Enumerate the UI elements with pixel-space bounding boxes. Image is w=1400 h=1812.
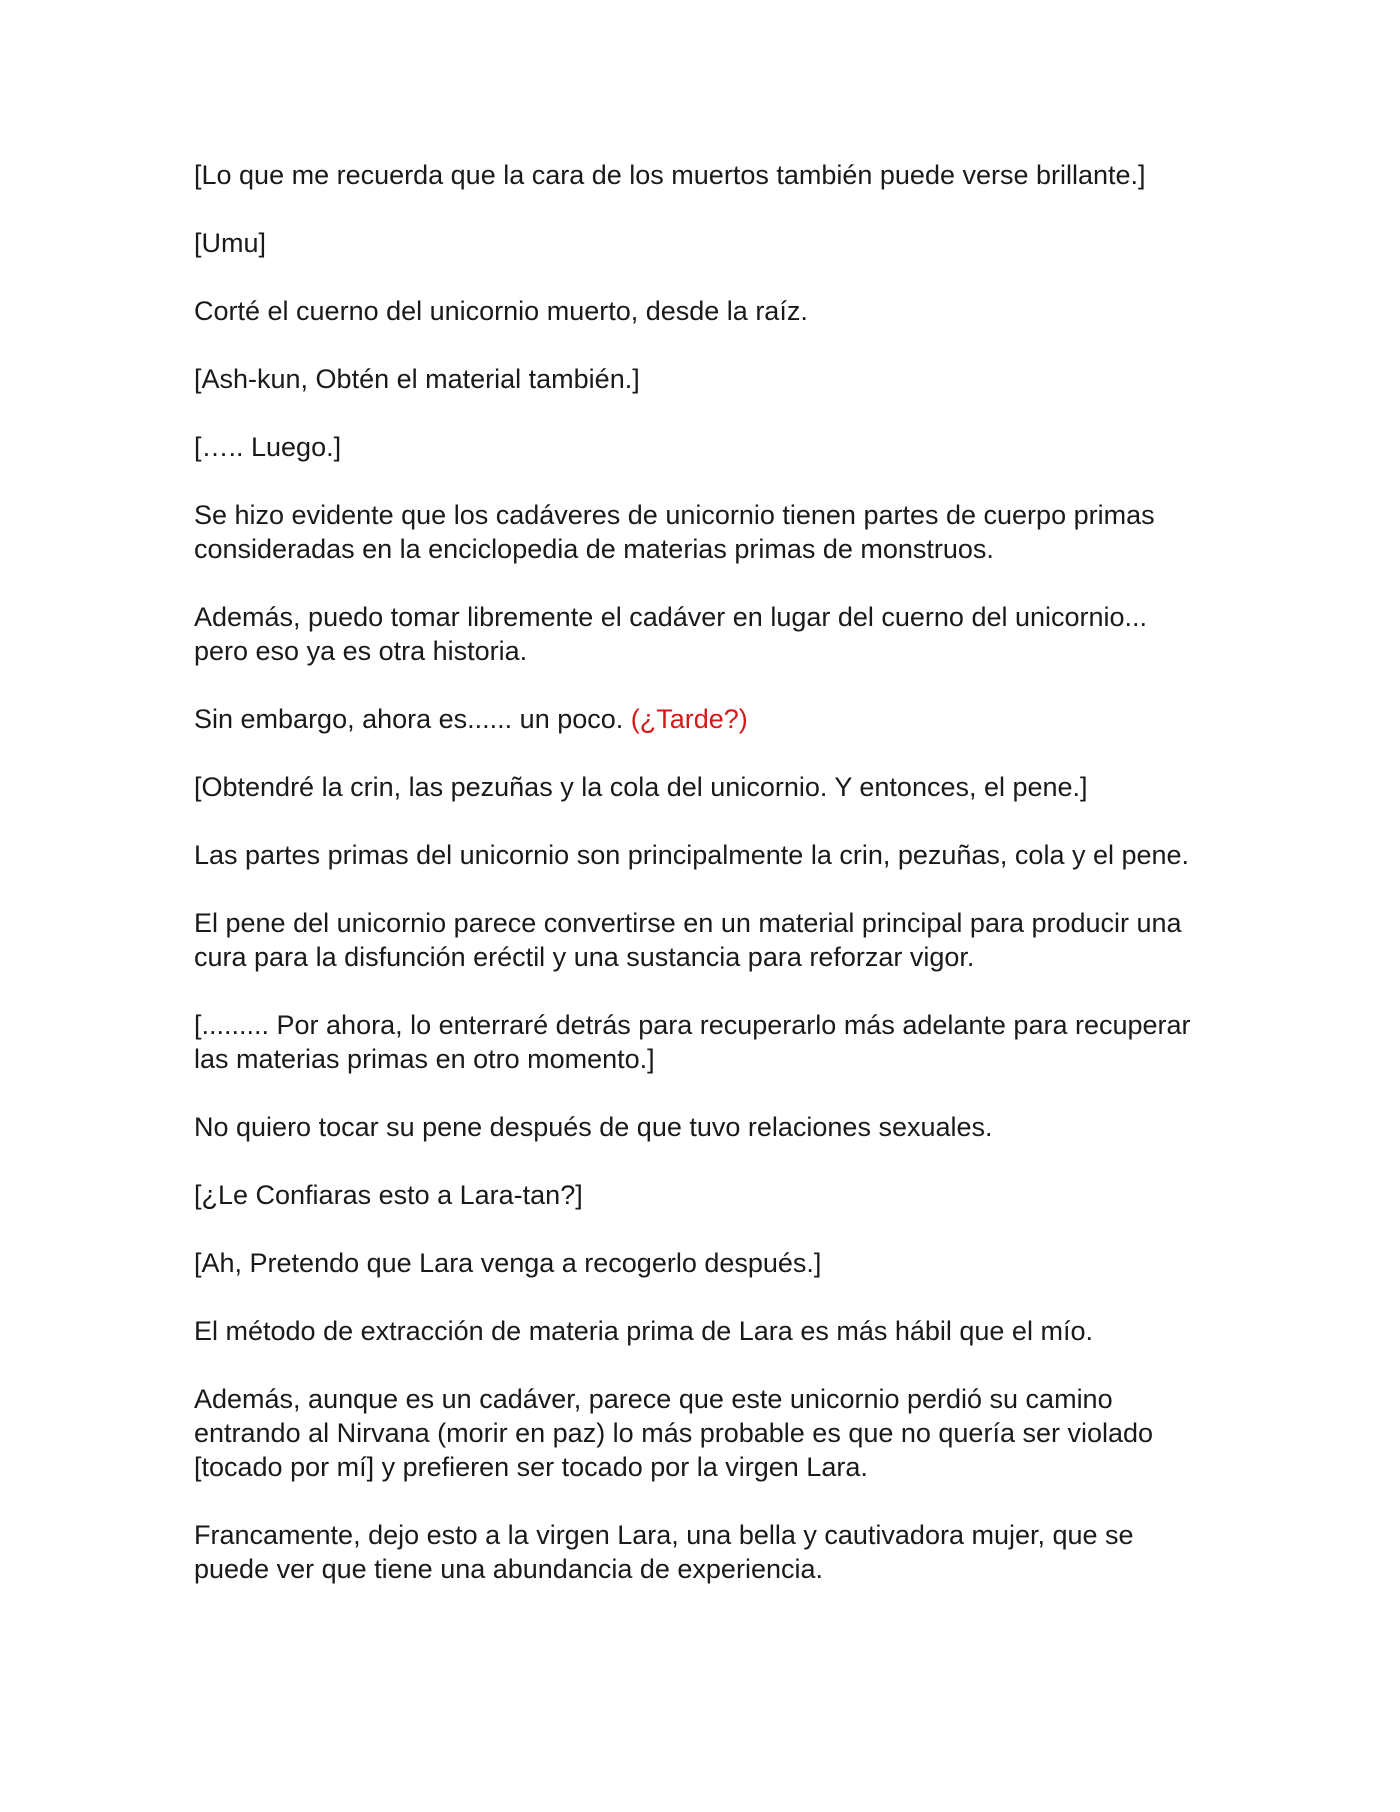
paragraph: El pene del unicornio parece convertirse en un material principal para producir una cura para la disfunción eréctil y una sustancia para reforzar vigor. [194,908,1182,972]
paragraph: [….. Luego.] [194,432,342,462]
paragraph: [......... Por ahora, lo enterraré detrás para recuperarlo más adelante para recuperar las materias primas en otro momento.] [194,1010,1191,1074]
paragraph: [Ah, Pretendo que Lara venga a recogerlo después.] [194,1248,822,1278]
paragraph: [¿Le Confiaras esto a Lara-tan?] [194,1180,583,1210]
document-body [194,158,1204,1620]
paragraph: Las partes primas del unicornio son principalmente la crin, pezuñas, cola y el pene. [194,840,1190,870]
paragraph: Corté el cuerno del unicornio muerto, desde la raíz. [194,296,808,326]
paragraph-text: Sin embargo, ahora es...... un poco. [194,704,631,734]
paragraph: Se hizo evidente que los cadáveres de unicornio tienen partes de cuerpo primas consideradas en la enciclopedia de materias primas de monstruos. [194,500,1155,564]
paragraph: Francamente, dejo esto a la virgen Lara, una bella y cautivadora mujer, que se puede ver que tiene una abundancia de experiencia. [194,1520,1134,1584]
paragraph: [Umu] [194,228,267,258]
paragraph: El método de extracción de materia prima de Lara es más hábil que el mío. [194,1316,1093,1346]
paragraph: Además, aunque es un cadáver, parece que este unicornio perdió su camino entrando al Nirvana (morir en paz) lo más probable es que no quería ser violado [tocado por mí] y prefieren ser tocado por la virgen Lara. [194,1384,1154,1482]
paragraph: No quiero tocar su pene después de que tuvo relaciones sexuales. [194,1112,993,1142]
paragraph: [Obtendré la crin, las pezuñas y la cola del unicornio. Y entonces, el pene.] [194,772,1088,802]
paragraph-with-note [194,702,1204,736]
paragraph: [Ash-kun, Obtén el material también.] [194,364,640,394]
translator-note: (¿Tarde?) [630,704,748,734]
paragraph: [Lo que me recuerda que la cara de los muertos también puede verse brillante.] [194,160,1146,190]
paragraph: Además, puedo tomar libremente el cadáver en lugar del cuerno del unicornio... pero eso ya es otra historia. [194,602,1148,666]
